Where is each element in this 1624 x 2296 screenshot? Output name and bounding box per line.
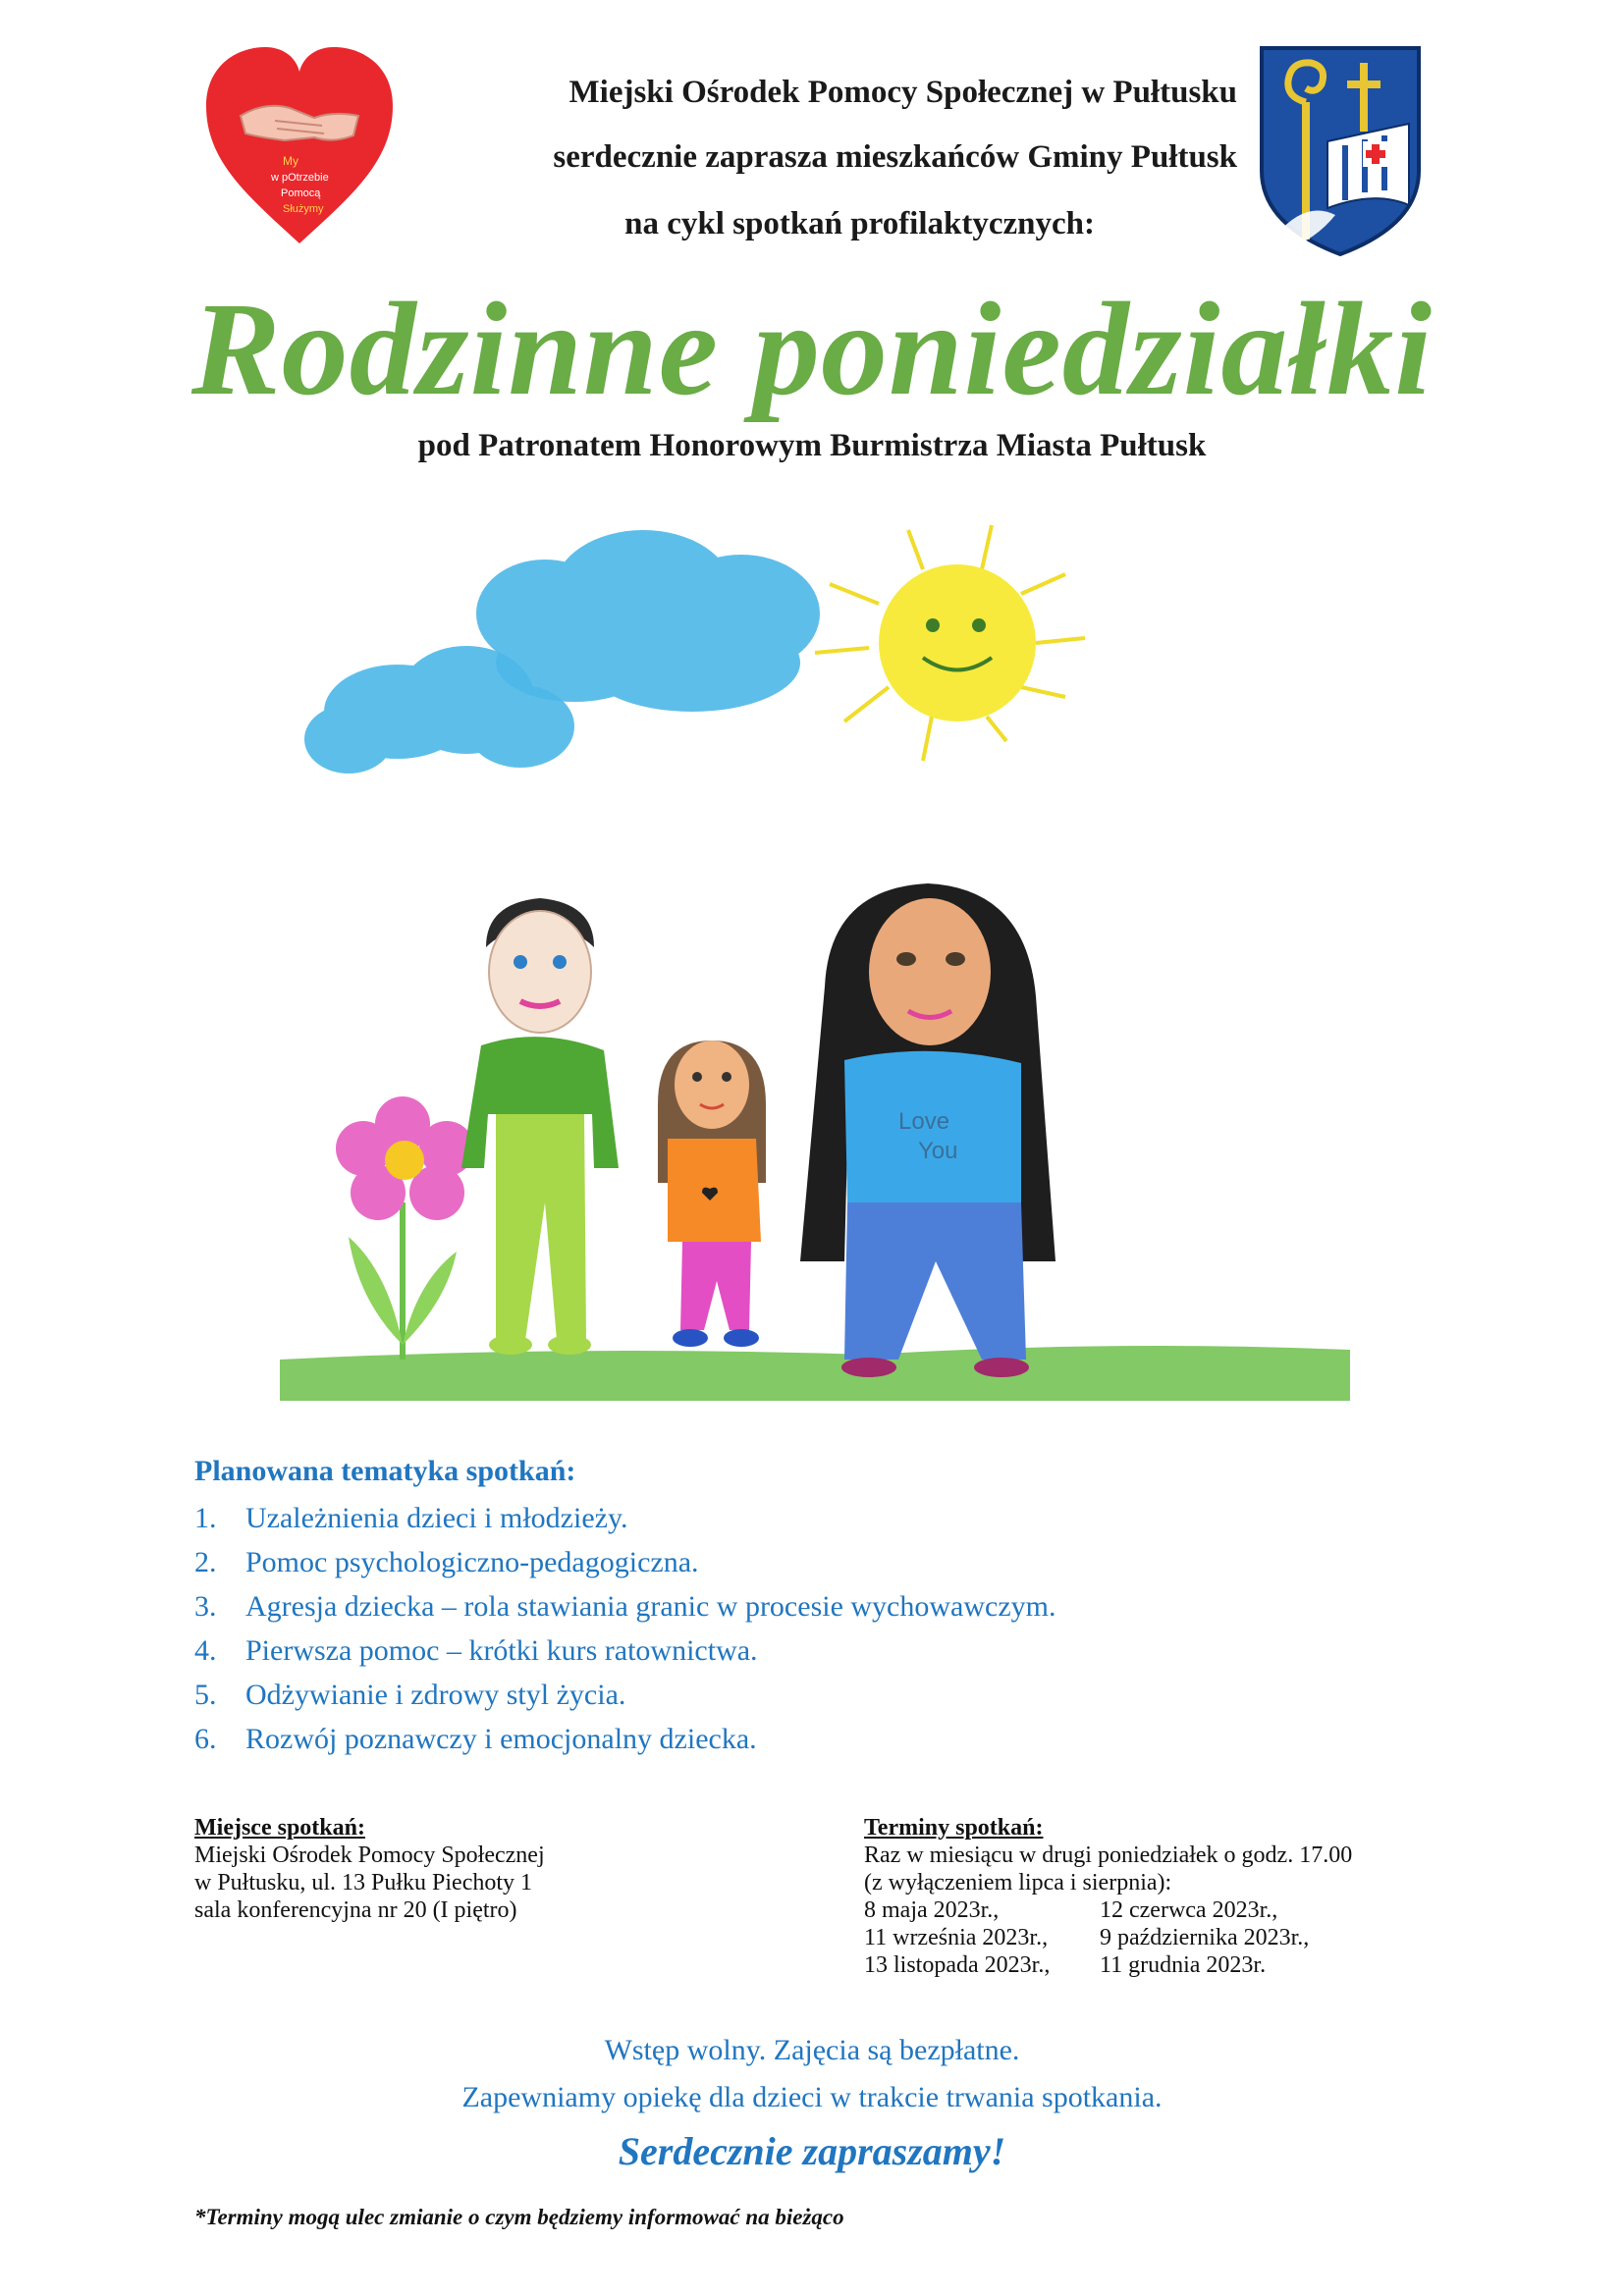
meeting-frequency: Raz w miesiącu w drugi poniedziałek o godz. 17.00 [864,1842,1353,1868]
logo-text-4: Służymy [283,203,324,215]
topic-number: 1. [194,1502,217,1534]
flower-icon [336,1096,474,1360]
footer-note: *Terminy mogą ulec zmianie o czym będziemy informować na bieżąco [194,2205,844,2229]
meeting-exclusion: (z wyłączeniem lipca i sierpnia): [864,1870,1172,1896]
date-row [864,1896,1352,1924]
topic-item [194,1673,1056,1717]
shirt-text-you: You [918,1138,958,1164]
grass [280,1346,1350,1401]
footer-invitation: Serdecznie zapraszamy! [618,2129,1006,2173]
topic-item [194,1496,1056,1540]
meeting-place-heading: Miejsce spotkań: [194,1815,365,1841]
topic-text: Odżywianie i zdrowy styl życia. [245,1679,626,1711]
figure-woman [800,883,1056,1377]
topic-number: 3. [194,1590,217,1623]
mops-heart-logo [206,47,393,253]
header-line-invitation: serdecznie zaprasza mieszkańców Gminy Pułtusk [553,139,1237,175]
topics-heading: Planowana tematyka spotkań: [194,1455,576,1487]
logo-text-3: Pomocą [281,187,321,199]
footer-childcare: Zapewniamy opiekę dla dzieci w trakcie trwania spotkania. [461,2081,1163,2113]
logo-text-1: My [283,154,298,168]
meeting-dates-heading: Terminy spotkań: [864,1815,1044,1841]
topic-number: 4. [194,1634,217,1667]
topic-text: Pomoc psychologiczno-pedagogiczna. [245,1546,699,1578]
topic-text: Pierwsza pomoc – krótki kurs ratownictwa. [245,1634,758,1667]
topic-item [194,1540,1056,1584]
meeting-dates [864,1814,1352,1979]
topic-item [194,1584,1056,1629]
date-value: 8 maja 2023r., [864,1897,1000,1923]
meeting-place-line: sala konferencyjna nr 20 (I piętro) [194,1897,517,1923]
topic-text: Agresja dziecka – rola stawiania granic w procesie wychowawczym. [245,1590,1056,1623]
family-drawing [280,515,1350,1401]
topics-list [194,1496,1056,1761]
topic-item [194,1629,1056,1673]
topic-number: 2. [194,1546,217,1578]
date-row [864,1951,1352,1979]
figure-man [461,898,619,1355]
topic-text: Uzależnienia dzieci i młodzieży. [245,1502,628,1534]
date-value: 11 grudnia 2023r. [1100,1952,1267,1978]
pultusk-coat-of-arms [1257,43,1424,259]
meeting-place-line: w Pułtusku, ul. 13 Pułku Piechoty 1 [194,1870,533,1896]
topic-number: 6. [194,1723,217,1755]
date-row [864,1924,1352,1951]
figure-girl [658,1041,766,1347]
header-line-series: na cykl spotkań profilaktycznych: [624,206,1095,241]
logo-text-2: w pOtrzebie [271,172,329,184]
sun-icon [815,525,1085,761]
date-value: 13 listopada 2023r., [864,1952,1051,1978]
header-line-organization: Miejski Ośrodek Pomocy Społecznej w Pułtusku [568,75,1237,110]
shirt-text-love: Love [898,1108,950,1135]
date-value: 12 czerwca 2023r., [1100,1897,1278,1923]
topic-item [194,1717,1056,1761]
date-value: 11 września 2023r., [864,1925,1049,1950]
topic-number: 5. [194,1679,217,1711]
meeting-place [194,1814,545,1924]
topic-text: Rozwój poznawczy i emocjonalny dziecka. [245,1723,757,1755]
page-subtitle: pod Patronatem Honorowym Burmistrza Miasta Pułtusk [417,428,1207,463]
footer-free-entry: Wstęp wolny. Zajęcia są bezpłatne. [604,2034,1020,2066]
meeting-place-line: Miejski Ośrodek Pomocy Społecznej [194,1842,545,1868]
date-value: 9 października 2023r., [1100,1925,1310,1950]
page-title: Rodzinne poniedziałki [190,276,1434,423]
cloud-large [476,530,820,712]
